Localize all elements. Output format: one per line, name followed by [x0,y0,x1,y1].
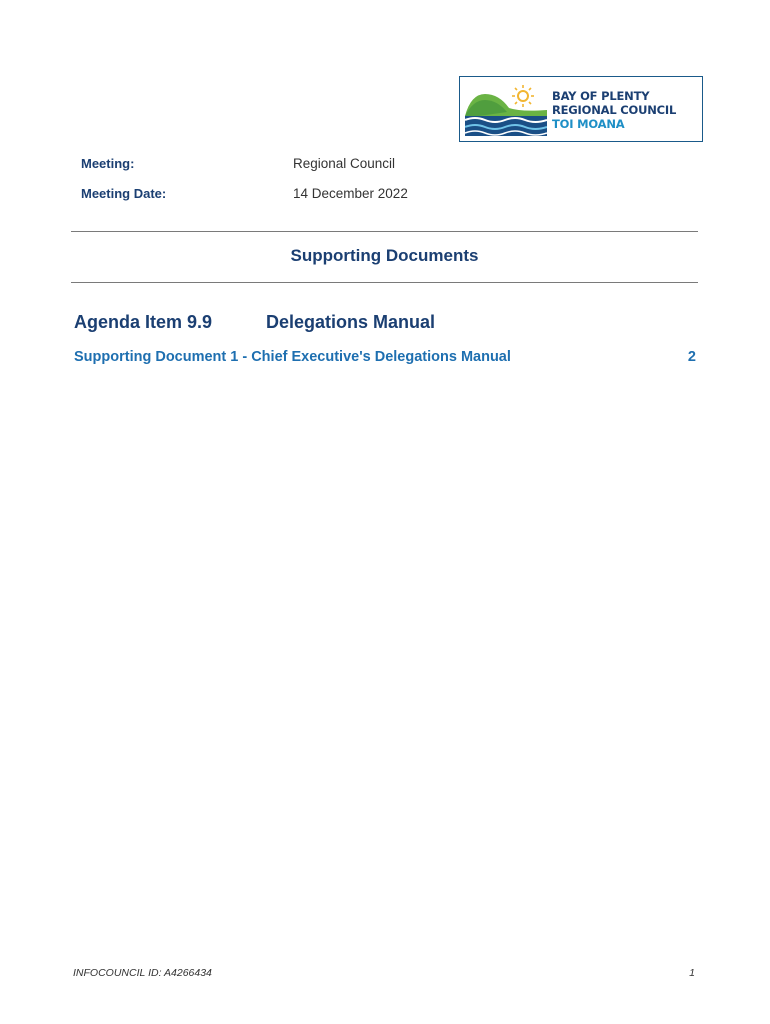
bottom-divider [71,282,698,283]
meeting-label: Meeting: [81,156,135,171]
top-divider [71,231,698,232]
footer-page-number: 1 [689,967,695,979]
agenda-item-title: Delegations Manual [266,312,436,332]
council-logo [459,76,703,142]
logo-line-1: BAY OF PLENTY [552,89,650,103]
logo-text [552,89,676,131]
supporting-document-link[interactable]: Supporting Document 1 - Chief Executive's Delegations Manual [74,349,511,365]
council-emblem-icon [465,82,547,136]
logo-line-2: REGIONAL COUNCIL [552,103,677,117]
meeting-value: Regional Council [293,156,396,171]
section-title: Supporting Documents [290,246,479,265]
supporting-document-page: 2 [687,349,696,365]
footer-infocouncil-id: INFOCOUNCIL ID: A4266434 [73,967,212,979]
agenda-item-number: Agenda Item 9.9 [74,312,213,332]
meeting-date-label: Meeting Date: [81,186,167,201]
logo-line-3: TOI MOANA [552,117,625,131]
meeting-date-value: 14 December 2022 [293,186,408,201]
